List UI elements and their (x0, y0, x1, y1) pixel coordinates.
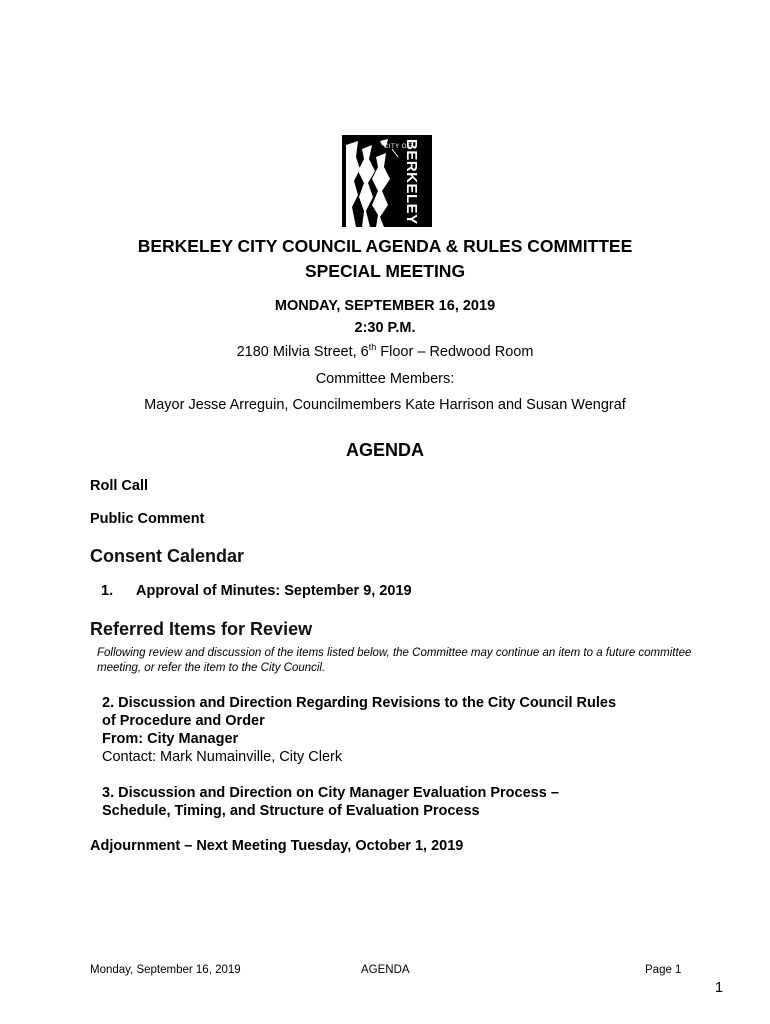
referred-item-3-title-line2: Schedule, Timing, and Structure of Evaluation Process (102, 803, 480, 819)
referred-items-heading: Referred Items for Review (90, 619, 313, 639)
logo-berkeley-text: BERKELEY (403, 139, 420, 225)
committee-members-list: Mayor Jesse Arreguin, Councilmembers Kate Harrison and Susan Wengraf (144, 397, 626, 413)
address-prefix: 2180 Milvia Street, 6 (236, 344, 369, 360)
consent-item-text: Approval of Minutes: September 9, 2019 (136, 583, 412, 599)
referred-item-2-from: From: City Manager (102, 731, 239, 747)
address-superscript: th (368, 342, 377, 353)
consent-item (101, 583, 412, 599)
roll-call-label: Roll Call (90, 478, 149, 494)
address-suffix: Floor – Redwood Room (376, 344, 534, 360)
referred-item-2-title-line2: of Procedure and Order (102, 713, 265, 729)
sheet-page-number: 1 (715, 980, 724, 996)
meeting-title-line2: SPECIAL MEETING (304, 261, 466, 281)
public-comment-label: Public Comment (90, 511, 205, 527)
agenda-heading: AGENDA (345, 440, 424, 460)
city-of-berkeley-logo (342, 135, 432, 227)
meeting-time: 2:30 P.M. (354, 320, 416, 336)
consent-item-number: 1. (101, 583, 114, 599)
committee-members-label: Committee Members: (315, 371, 455, 387)
referred-item-2-title-line1: 2. Discussion and Direction Regarding Revisions to the City Council Rules (102, 695, 617, 711)
footer-center-label: AGENDA (361, 964, 410, 976)
meeting-date: MONDAY, SEPTEMBER 16, 2019 (274, 298, 496, 314)
referred-item-3-title-line1: 3. Discussion and Direction on City Manager Evaluation Process – (102, 785, 559, 801)
footer-page-label: Page 1 (645, 964, 682, 976)
footer-date: Monday, September 16, 2019 (90, 964, 241, 976)
meeting-title-line1: BERKELEY CITY COUNCIL AGENDA & RULES COMMITTEE (137, 236, 633, 256)
referred-item-2-contact: Contact: Mark Numainville, City Clerk (102, 749, 343, 765)
meeting-address (0, 344, 770, 360)
referred-items-note: Following review and discussion of the items listed below, the Committee may continue an item to a future committee meeting, or refer the item to the City Council. (97, 647, 692, 674)
consent-calendar-heading: Consent Calendar (90, 546, 245, 566)
adjournment-line: Adjournment – Next Meeting Tuesday, October 1, 2019 (90, 838, 464, 854)
logo-city-of-text: CITY OF (384, 144, 412, 150)
referred-item-3 (102, 784, 559, 820)
referred-item-2 (102, 694, 616, 766)
